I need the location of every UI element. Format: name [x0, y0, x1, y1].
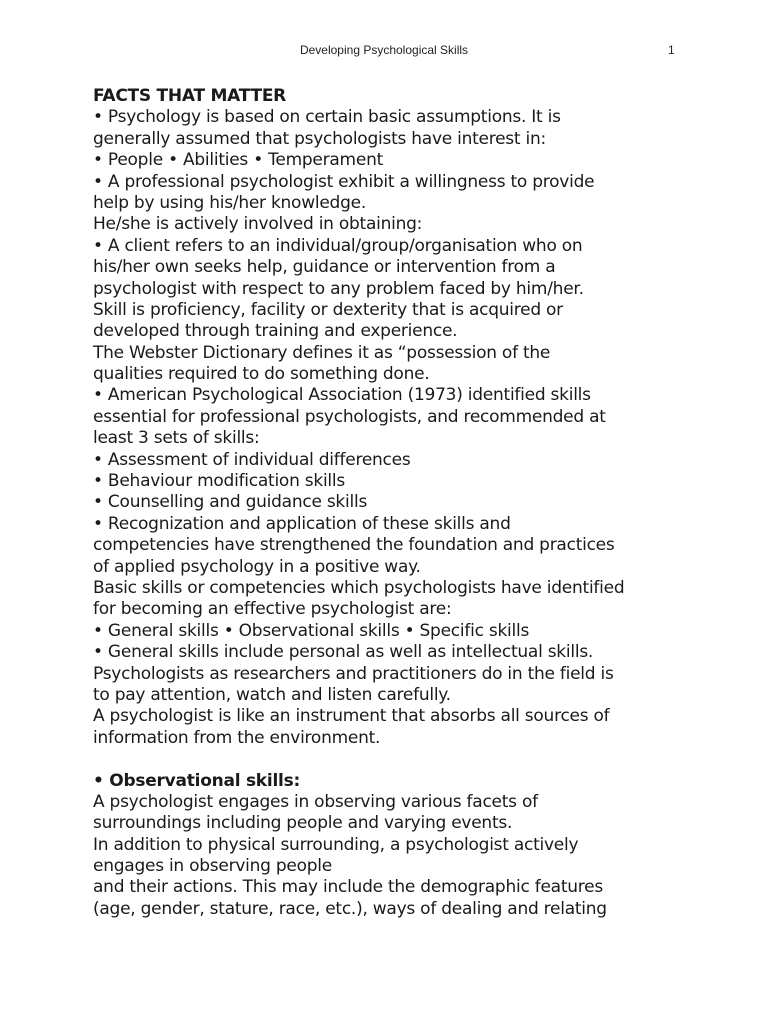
text-line: help by using his/her knowledge.: [93, 192, 366, 213]
text-line: In addition to physical surrounding, a psychologist actively: [93, 834, 579, 855]
text-line: • General skills • Observational skills • Specific skills: [93, 620, 530, 641]
text-line: Skill is proficiency, facility or dexterity that is acquired or: [93, 299, 563, 320]
text-line: information from the environment.: [93, 727, 381, 748]
text-line: A psychologist is like an instrument that absorbs all sources of: [93, 706, 610, 727]
section-heading: FACTS THAT MATTER: [93, 86, 287, 106]
page-number: 1: [668, 43, 675, 57]
text-line: surroundings including people and varying events.: [93, 813, 513, 834]
text-line: (age, gender, stature, race, etc.), ways of dealing and relating: [93, 898, 607, 919]
text-line: qualities required to do something done.: [93, 364, 430, 385]
text-line: • Behaviour modification skills: [93, 471, 345, 492]
text-line: • American Psychological Association (1973) identified skills: [93, 385, 591, 406]
text-line: essential for professional psychologists, and recommended at: [93, 406, 606, 427]
text-line: • General skills include personal as well as intellectual skills.: [93, 642, 594, 663]
text-line: generally assumed that psychologists have interest in:: [93, 128, 546, 149]
text-line: his/her own seeks help, guidance or intervention from a: [93, 257, 556, 278]
paragraph-block-1: [93, 107, 683, 749]
text-line: developed through training and experience.: [93, 321, 458, 342]
text-line: • Recognization and application of these skills and: [93, 513, 511, 534]
text-line: • People • Abilities • Temperament: [93, 150, 384, 171]
text-line: He/she is actively involved in obtaining:: [93, 214, 423, 235]
paragraph-block-2: [93, 792, 683, 920]
text-line: • Counselling and guidance skills: [93, 492, 368, 513]
text-line: Basic skills or competencies which psychologists have identified: [93, 577, 625, 598]
text-line: least 3 sets of skills:: [93, 428, 260, 449]
text-line: of applied psychology in a positive way.: [93, 556, 421, 577]
text-line: psychologist with respect to any problem faced by him/her.: [93, 278, 584, 299]
text-line: • A professional psychologist exhibit a willingness to provide: [93, 171, 595, 192]
text-line: Psychologists as researchers and practitioners do in the field is: [93, 663, 614, 684]
text-line: for becoming an effective psychologist are:: [93, 599, 452, 620]
section-subheading: • Observational skills:: [93, 770, 301, 791]
text-line: and their actions. This may include the demographic features: [93, 877, 603, 898]
text-line: to pay attention, watch and listen carefully.: [93, 684, 451, 705]
text-line: competencies have strengthened the foundation and practices: [93, 535, 615, 556]
text-line: • Psychology is based on certain basic assumptions. It is: [93, 107, 561, 128]
text-line: A psychologist engages in observing various facets of: [93, 791, 538, 812]
page-header-title: Developing Psychological Skills: [299, 43, 469, 57]
text-line: • Assessment of individual differences: [93, 449, 411, 470]
document-body: [93, 86, 683, 920]
text-line: • A client refers to an individual/group/organisation who on: [93, 235, 583, 256]
paragraph-spacer: [93, 749, 683, 770]
text-line: The Webster Dictionary defines it as “possession of the: [93, 342, 551, 363]
text-line: engages in observing people: [93, 856, 332, 877]
